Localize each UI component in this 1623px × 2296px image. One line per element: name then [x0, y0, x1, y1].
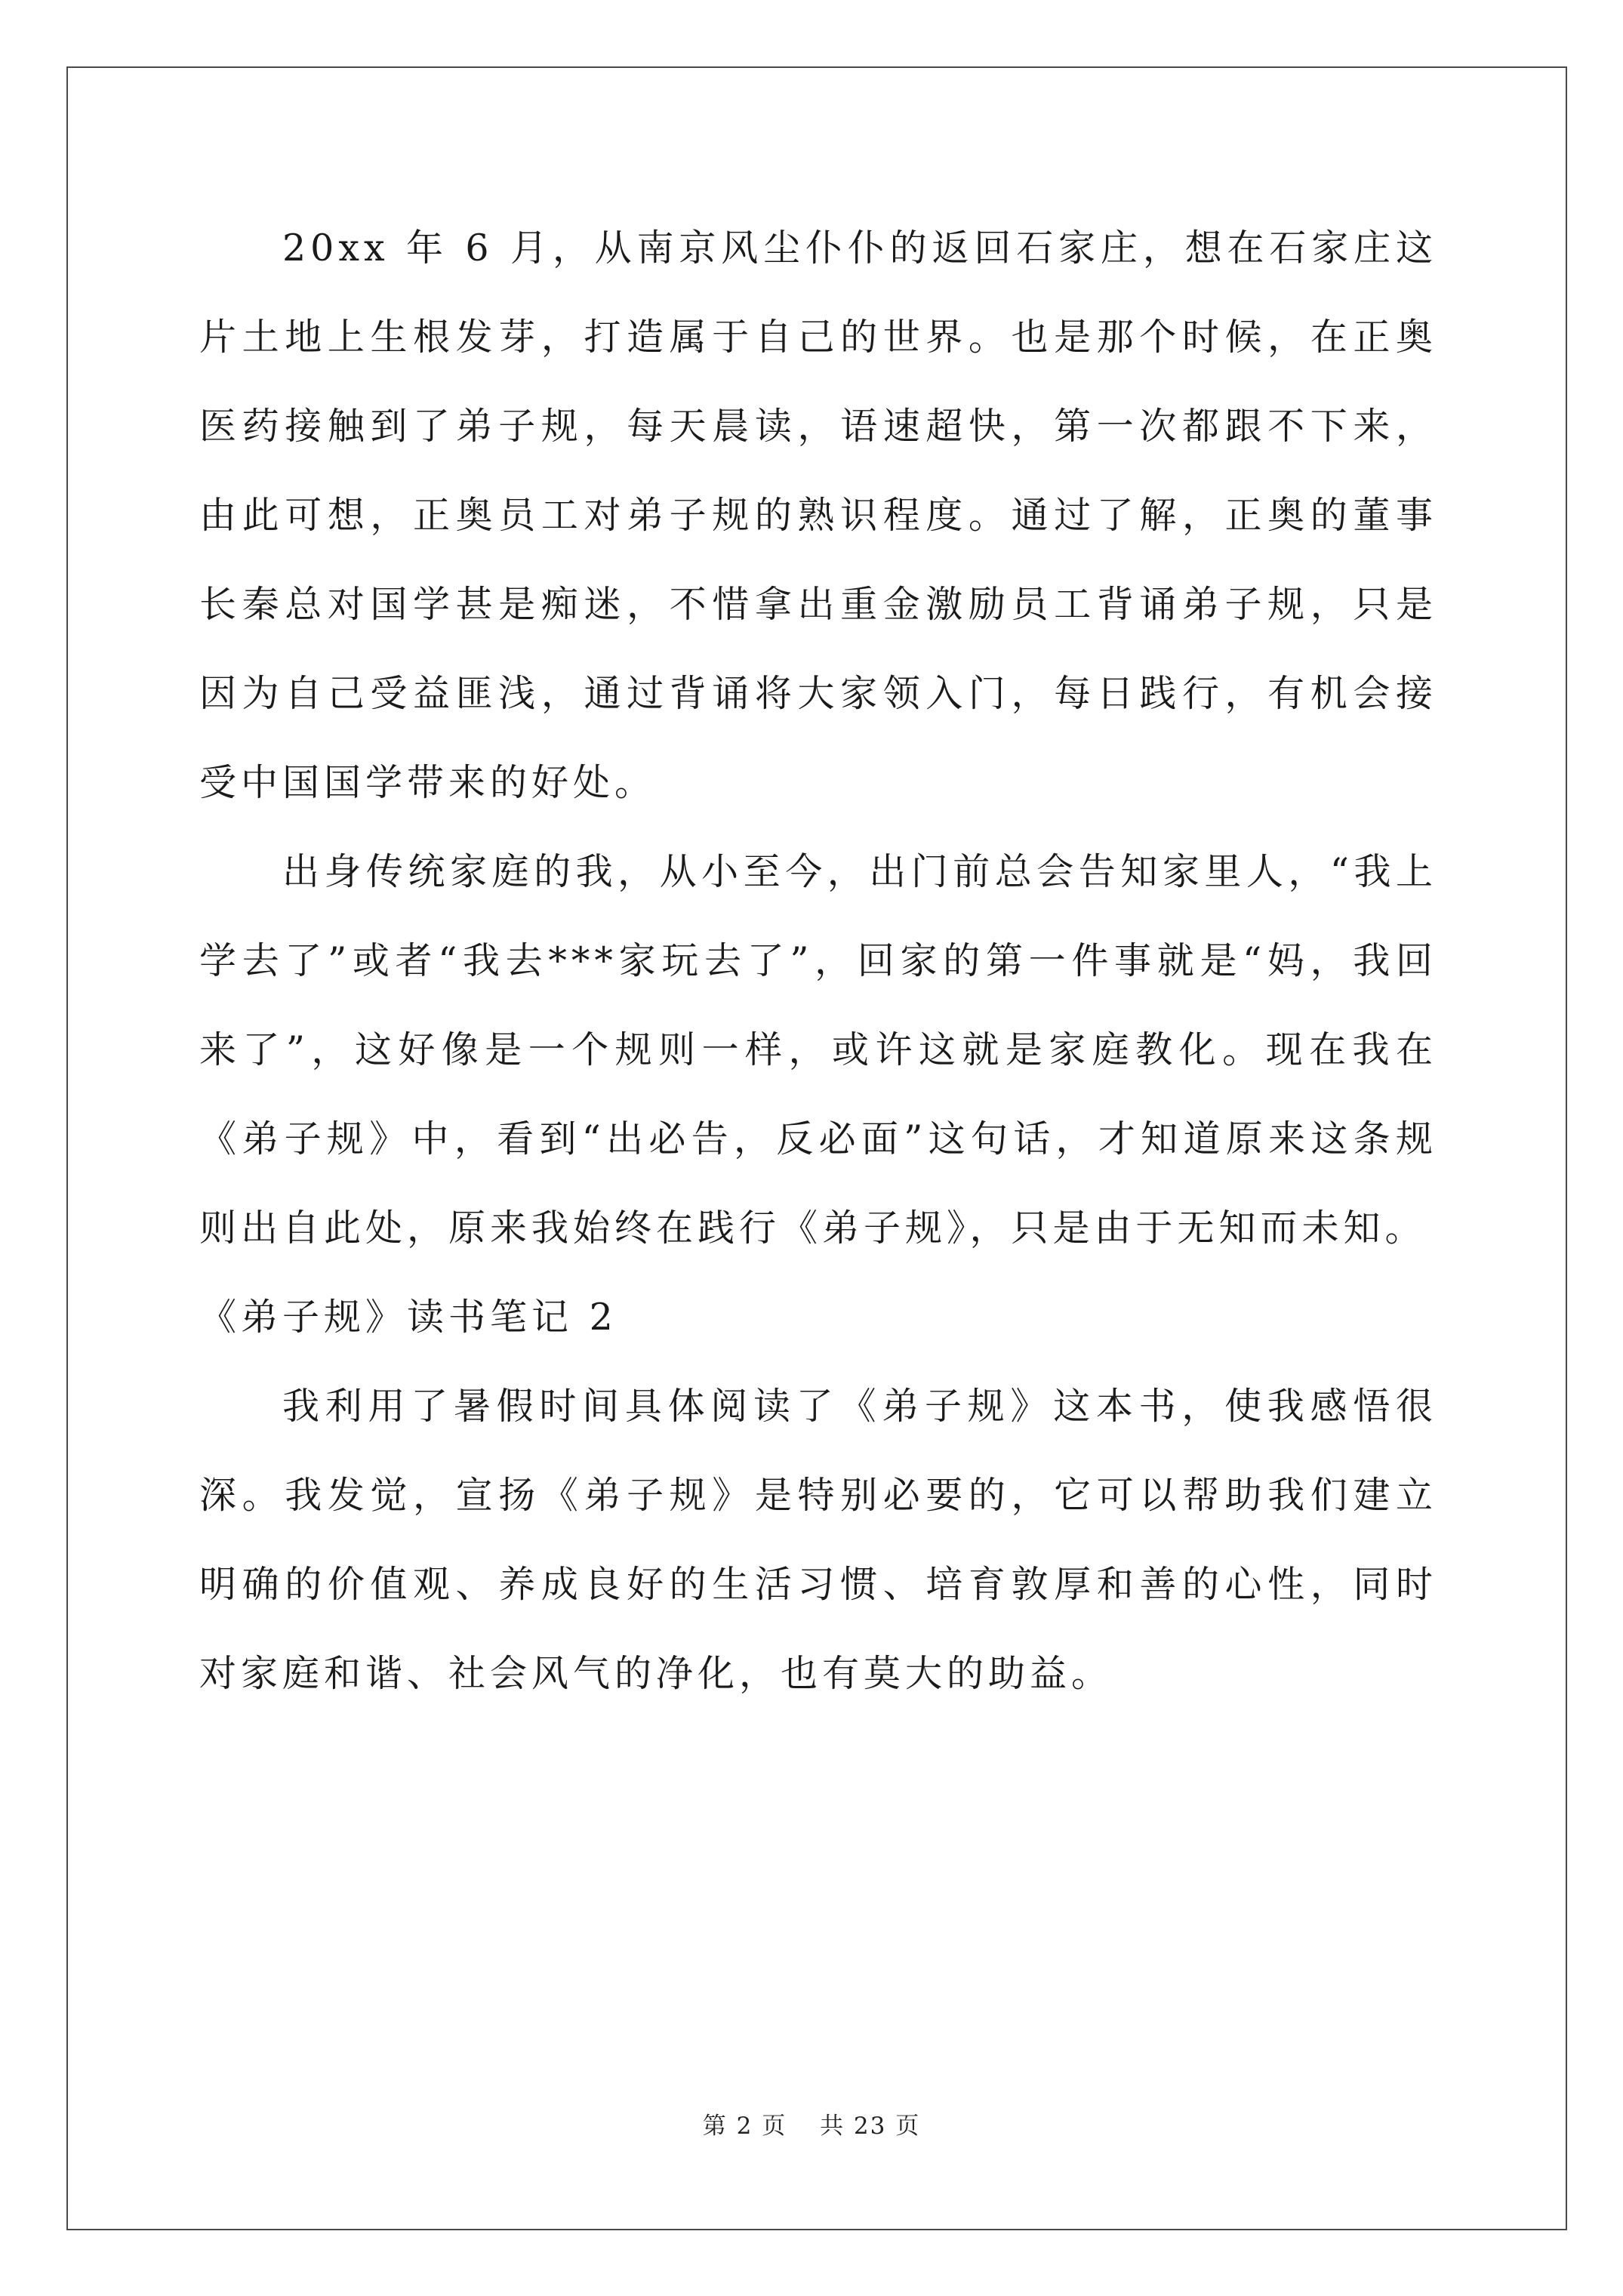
paragraph-1: 20xx 年 6 月，从南京风尘仆仆的返回石家庄，想在石家庄这片土地上生根发芽，打造属于自己的世界。也是那个时候，在正奥医药接触到了弟子规，每天晨读，语速超快，第一次都跟不下来，由此可想，正奥员工对弟子规的熟识程度。通过了解，正奥的董事长秦总对国学甚是痴迷，不惜拿出重金激励员工背诵弟子规，只是因为自己受益匪浅，通过背诵将大家领入门，每日践行，有机会接受中国国学带来的好处。	[199, 227, 1437, 804]
page-total: 共 23 页	[820, 2113, 921, 2140]
paragraph-2: 出身传统家庭的我，从小至今，出门前总会告知家里人，“我上学去了”或者“我去***家玩去了”，回家的第一件事就是“妈，我回来了”，这好像是一个规则一样，或许这就是家庭教化。现在我在《弟子规》中，看到“出必告，反必面”这句话，才知道原来这条规则出自此处，原来我始终在践行《弟子规》，只是由于无知而未知。	[199, 850, 1437, 1250]
document-body	[199, 204, 1437, 1718]
page-number: 第 2 页	[702, 2113, 787, 2140]
page-footer	[0, 2106, 1623, 2140]
section-heading: 《弟子规》读书笔记 2	[199, 1296, 617, 1339]
paragraph-3: 我利用了暑假时间具体阅读了《弟子规》这本书，使我感悟很深。我发觉，宣扬《弟子规》是特别必要的，它可以帮助我们建立明确的价值观、养成良好的生活习惯、培育敦厚和善的心性，同时对家庭和谐、社会风气的净化，也有莫大的助益。	[199, 1385, 1437, 1695]
